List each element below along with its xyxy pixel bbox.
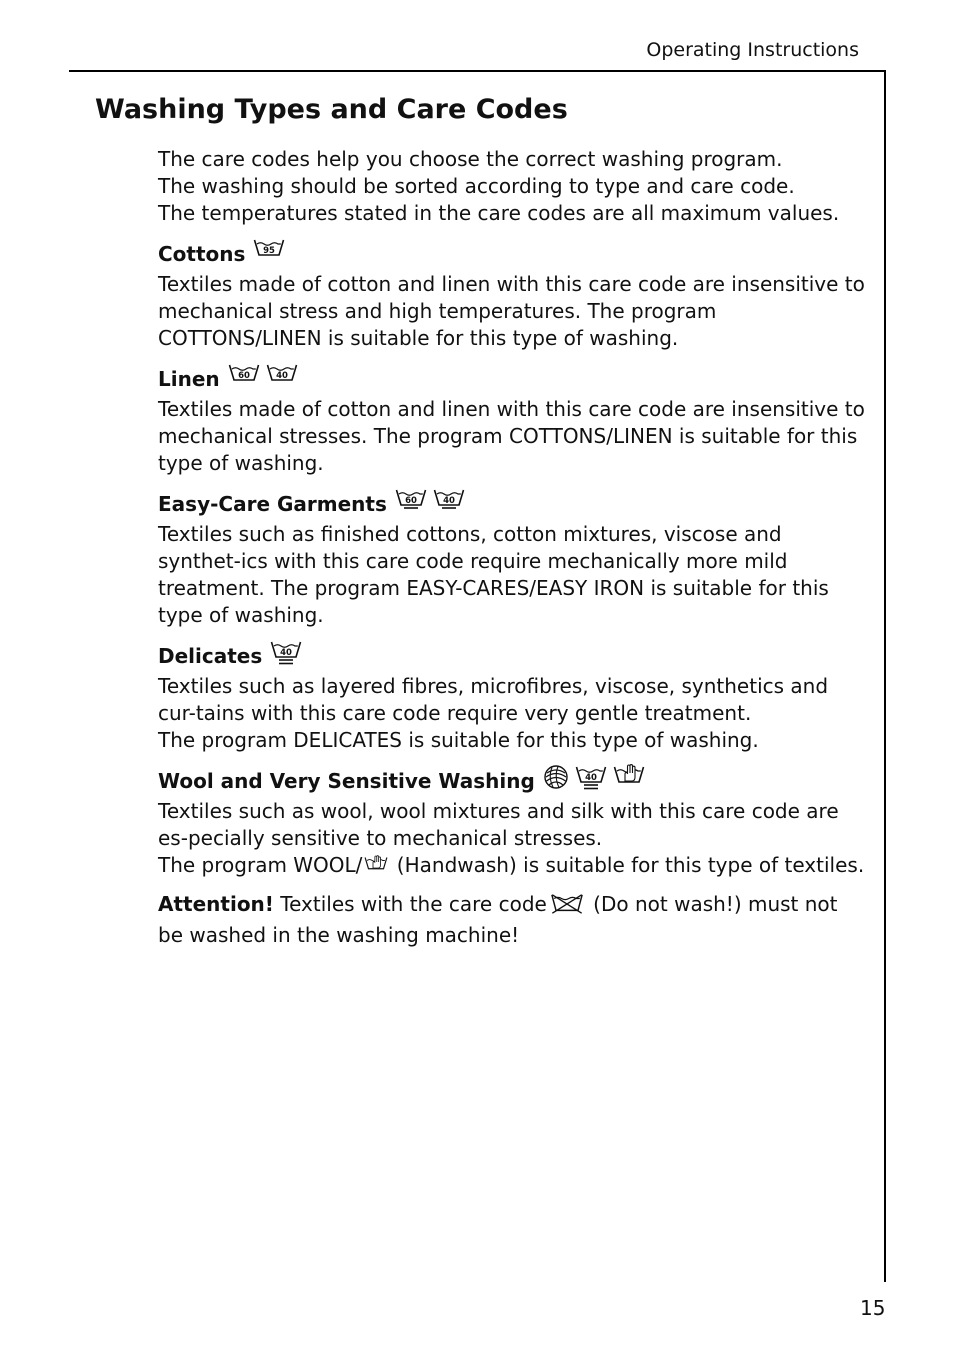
section-heading	[158, 764, 868, 798]
svg-text:40: 40	[442, 496, 455, 506]
attention-text-before: Textiles with the care code	[273, 892, 547, 916]
care-symbols	[395, 487, 471, 521]
section-heading-label: Wool and Very Sensitive Washing	[158, 769, 535, 793]
running-header: Operating Instructions	[646, 39, 859, 61]
wash-tub-icon	[228, 362, 260, 396]
svg-text:40: 40	[280, 648, 293, 658]
program-line-after: (Handwash) is suitable for this type of textiles.	[390, 853, 865, 877]
section-text: Textiles made of cotton and linen with this care code are insensitive to mechanical stress and high temperatures. The program COTTONS/LINEN is suitable for this type of washing.	[158, 272, 865, 350]
handwash-tub-icon	[613, 764, 645, 798]
svg-text:60: 60	[404, 496, 417, 506]
care-symbols	[228, 362, 304, 396]
section-heading-label: Delicates	[158, 644, 263, 668]
page-title: Washing Types and Care Codes	[95, 94, 568, 125]
intro-line: The care codes help you choose the correct washing program.	[158, 147, 783, 171]
section-text: The program DELICATES is suitable for this type of washing.	[158, 728, 759, 752]
section-heading-label: Cottons	[158, 242, 246, 266]
svg-text:40: 40	[275, 371, 288, 381]
main-content	[158, 146, 868, 949]
attention-note	[158, 891, 868, 949]
svg-text:60: 60	[237, 371, 250, 381]
section-text: Textiles made of cotton and linen with this care code are insensitive to mechanical stresses. The program COTTONS/LINEN is suitable for this type of washing.	[158, 397, 865, 475]
section-easy-care	[158, 487, 868, 629]
section-heading	[158, 362, 868, 396]
section-text: Textiles such as wool, wool mixtures and silk with this care code are es-pecially sensitive to mechanical stresses.	[158, 799, 839, 850]
section-heading-label: Linen	[158, 367, 220, 391]
svg-text:95: 95	[263, 246, 276, 256]
handwash-tub-icon	[364, 854, 388, 883]
wash-tub-icon	[266, 362, 298, 396]
wash-tub-icon	[395, 487, 427, 521]
section-wool	[158, 764, 868, 883]
attention-text-after: (Do not wash!) must not be washed in the washing machine!	[158, 892, 838, 947]
section-delicates	[158, 639, 868, 754]
intro	[158, 146, 868, 227]
section-heading	[158, 237, 868, 271]
program-line-before: The program WOOL/	[158, 853, 363, 877]
margin-rule	[884, 70, 886, 1282]
program-line	[158, 852, 868, 883]
header-rule	[69, 70, 886, 72]
page-number: 15	[860, 1296, 886, 1320]
care-symbols	[253, 237, 291, 271]
section-cottons	[158, 237, 868, 352]
wash-tub-icon	[433, 487, 465, 521]
section-heading	[158, 487, 868, 521]
section-linen	[158, 362, 868, 477]
section-heading	[158, 639, 868, 673]
section-text: Textiles such as layered fibres, microfibres, viscose, synthetics and cur-tains with this care code require very gentle treatment.	[158, 674, 829, 725]
wash-tub-icon	[270, 639, 302, 673]
wash-tub-icon	[253, 237, 285, 271]
attention-label: Attention!	[158, 892, 274, 916]
intro-line: The temperatures stated in the care codes are all maximum values.	[158, 201, 840, 225]
wash-tub-icon	[575, 764, 607, 798]
care-symbols	[270, 639, 308, 673]
intro-line: The washing should be sorted according to type and care code.	[158, 174, 795, 198]
wool-ball-icon	[543, 764, 569, 798]
do-not-wash-icon	[549, 893, 585, 922]
section-text: Textiles such as finished cottons, cotton mixtures, viscose and synthet-ics with this care code require mechanically more mild treatment. The program EASY-CARES/EASY IRON is suitable for this type of washing.	[158, 522, 829, 627]
svg-text:40: 40	[584, 773, 597, 783]
care-symbols	[543, 764, 651, 798]
section-heading-label: Easy-Care Garments	[158, 492, 387, 516]
